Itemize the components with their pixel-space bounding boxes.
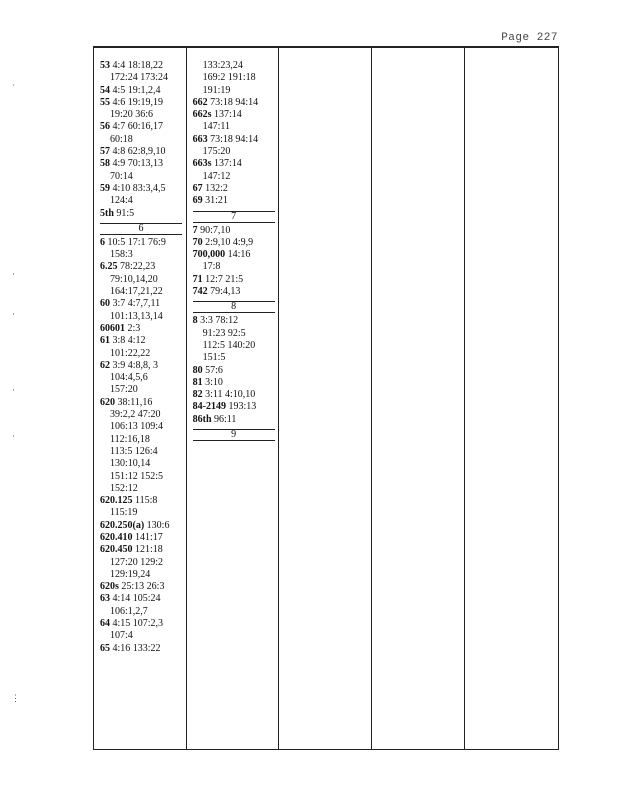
index-term: 620.125	[100, 495, 133, 507]
page-line-refs-continued: 175:20	[202, 146, 231, 158]
margin-mark: ·	[12, 269, 15, 279]
page-line-refs: 3:7 4:7,7,11	[112, 298, 161, 310]
page-line-refs: 137:14	[214, 109, 242, 121]
page-line-refs-continued: 112:5 140:20	[202, 339, 256, 351]
index-entry	[193, 97, 279, 109]
index-term: 620	[100, 396, 115, 408]
index-entry	[193, 109, 279, 121]
index-term: 54	[100, 84, 110, 96]
index-term: 65	[100, 642, 110, 654]
page-line-refs: 4:14 105:24	[112, 593, 161, 605]
page-line-refs: 12:7 21:5	[205, 273, 244, 285]
index-column-4	[372, 48, 466, 749]
page-line-refs: 2:9,10 4:9,9	[205, 236, 254, 248]
page-line-refs: 132:2	[205, 182, 228, 194]
index-entry	[100, 335, 186, 347]
index-term: 60	[100, 298, 110, 310]
page-line-refs-continued: 115:19	[110, 507, 138, 519]
page-line-refs-continued: 124:4	[110, 195, 133, 207]
index-term: 58	[100, 158, 110, 170]
page-line-refs-continued: 164:17,21,22	[110, 286, 163, 298]
page-line-refs: 79:4,13	[210, 286, 241, 298]
page-line-refs: 73:18 94:14	[210, 133, 259, 145]
page-line-refs-continued: 60:18	[110, 133, 133, 145]
index-column-3	[279, 48, 372, 749]
page-line-refs-continued: 129:19,24	[110, 568, 151, 580]
index-entry	[193, 315, 279, 327]
margin-mark: ·	[12, 385, 15, 395]
margin-mark: `	[12, 83, 15, 93]
index-term: 663	[192, 133, 208, 145]
index-column-5	[465, 48, 558, 749]
index-entry	[193, 249, 279, 261]
page-line-refs: 2:3	[127, 322, 141, 334]
page-line-refs-continued: 79:10,14,20	[110, 273, 158, 285]
page-line-refs-continued: 157:20	[110, 384, 138, 396]
index-term: 6.25	[100, 261, 118, 273]
index-term: 71	[192, 273, 203, 285]
index-term: 55	[100, 96, 110, 108]
section-letter-header: 7	[193, 211, 275, 223]
index-term: 61	[100, 335, 110, 347]
index-entry	[193, 389, 279, 401]
page-line-refs-continued: 101:13,13,14	[110, 310, 163, 322]
index-entry	[100, 85, 186, 97]
index-entry	[193, 158, 279, 170]
index-term: 6	[100, 236, 105, 248]
index-entry	[100, 261, 186, 273]
page-line-refs: 4:7 60:16,17	[112, 121, 164, 133]
index-column-2	[187, 48, 280, 749]
index-term: 662s	[192, 109, 212, 121]
index-entry	[193, 414, 279, 426]
index-term: 662	[192, 96, 208, 108]
index-term: 86th	[192, 413, 212, 425]
page-line-refs-continued: 107:4	[110, 630, 133, 642]
index-entry	[100, 643, 186, 655]
index-entry	[100, 360, 186, 372]
page-line-refs: 3:9 4:8,8, 3	[112, 359, 159, 371]
index-term: 67	[192, 182, 203, 194]
index-entry	[100, 581, 186, 593]
index-term: 60601	[100, 322, 125, 334]
page-line-refs: 3:11 4:10,10	[205, 389, 256, 401]
index-term: 81	[192, 376, 203, 388]
page-line-refs-continued: 147:11	[202, 121, 231, 133]
index-entry	[100, 298, 186, 310]
page-line-refs-continued: 39:2,2 47:20	[110, 409, 161, 421]
page-line-refs: 91:5	[116, 207, 135, 219]
page-line-refs-continued: 169:2 191:18	[202, 72, 256, 84]
index-term: 84-2149	[192, 401, 226, 413]
page-line-refs-continued: 17:8	[202, 261, 221, 273]
page-line-refs: 96:11	[214, 413, 237, 425]
page-line-refs-continued: 70:14	[110, 170, 133, 182]
index-entry	[100, 397, 186, 409]
margin-mark: ·	[12, 309, 15, 319]
page-line-refs-continued: 147:12	[202, 170, 231, 182]
index-term: 82	[192, 389, 203, 401]
index-entry	[100, 593, 186, 605]
page-line-refs: 4:15 107:2,3	[112, 618, 164, 630]
index-term: 5th	[100, 207, 114, 219]
index-term: 8	[192, 315, 198, 327]
index-entry	[100, 532, 186, 544]
index-entry	[100, 323, 186, 335]
page-line-refs-continued: 191:19	[202, 84, 231, 96]
index-term: 742	[192, 286, 208, 298]
page-line-refs: 78:22,23	[120, 261, 156, 273]
index-entry	[193, 134, 279, 146]
word-index-table	[93, 46, 559, 750]
page-line-refs-continued: 172:24 173:24	[110, 72, 169, 84]
section-letter-header: 8	[193, 301, 275, 313]
index-entry	[100, 97, 186, 109]
index-term: 663s	[192, 158, 212, 170]
page-line-refs-continued: 91:23 92:5	[202, 327, 246, 339]
page-line-refs: 115:8	[135, 495, 158, 507]
page-line-refs: 141:17	[135, 531, 163, 543]
index-term: 620s	[100, 581, 119, 593]
page-line-refs: 137:14	[214, 158, 242, 170]
index-entry	[193, 183, 279, 195]
page-line-refs-continued: 101:22,22	[110, 347, 151, 359]
page-line-refs-continued: 158:3	[110, 249, 133, 261]
index-term: 70	[192, 236, 203, 248]
page-line-refs: 38:11,16	[117, 396, 153, 408]
index-entry	[193, 377, 279, 389]
index-term: 620.450	[100, 544, 133, 556]
index-entry	[100, 208, 186, 220]
index-entry	[100, 183, 186, 195]
index-term: 62	[100, 359, 110, 371]
index-entry	[193, 195, 279, 207]
index-column-1	[94, 48, 187, 749]
page-line-refs: 4:8 62:8,9,10	[112, 146, 166, 158]
index-entry	[100, 158, 186, 170]
index-entry	[193, 401, 279, 413]
index-entry	[100, 618, 186, 630]
page-line-refs-continued: 133:23,24	[202, 60, 243, 71]
page-line-refs: 4:4 18:18,22	[112, 60, 164, 71]
page-line-refs-continued: 151:12 152:5	[110, 470, 164, 482]
page-line-refs: 130:6	[146, 519, 170, 531]
index-term: 700,000	[192, 249, 226, 261]
index-term: 69	[192, 195, 203, 207]
index-entry	[100, 146, 186, 158]
margin-mark: ·	[12, 431, 15, 441]
page-line-refs-continued: 130:10,14	[110, 458, 151, 470]
index-term: 80	[192, 364, 203, 376]
page-line-refs: 57:6	[205, 364, 223, 376]
page-line-refs: 90:7,10	[200, 224, 231, 236]
section-letter-header: 6	[100, 223, 182, 235]
section-letter-header: 9	[193, 429, 275, 441]
margin-mark: ⋮	[11, 693, 20, 703]
index-term: 7	[192, 224, 198, 236]
index-entry	[193, 274, 279, 286]
index-entry	[193, 237, 279, 249]
page-line-refs-continued: 113:5 126:4	[110, 445, 158, 457]
page-line-refs: 4:16 133:22	[112, 642, 161, 654]
page-line-refs: 31:21	[205, 195, 228, 207]
index-term: 57	[100, 146, 110, 158]
index-entry	[193, 286, 279, 298]
page-line-refs: 10:5 17:1 76:9	[107, 236, 166, 248]
page-line-refs: 73:18 94:14	[210, 96, 259, 108]
index-entry	[100, 121, 186, 133]
page-line-refs: 121:18	[135, 544, 163, 556]
index-entry	[100, 237, 186, 249]
index-entry	[193, 365, 279, 377]
page-line-refs: 4:5 19:1,2,4	[112, 84, 161, 96]
page-line-refs: 3:8 4:12	[112, 335, 146, 347]
index-term: 64	[100, 618, 110, 630]
index-term: 56	[100, 121, 110, 133]
index-term: 620.250(a)	[100, 519, 145, 531]
page-number: Page 227	[501, 32, 558, 44]
index-term: 63	[100, 593, 110, 605]
page-line-refs-continued: 112:16,18	[110, 433, 150, 445]
page-line-refs-continued: 152:12	[110, 482, 138, 494]
index-term: 59	[100, 182, 110, 194]
page-line-refs: 25:13 26:3	[121, 581, 165, 593]
page-line-refs-continued: 106:1,2,7	[110, 605, 148, 617]
page-line-refs: 193:13	[228, 401, 257, 413]
index-entry	[193, 225, 279, 237]
page-line-refs-continued: 127:20 129:2	[110, 556, 164, 568]
page-line-refs: 14:16	[227, 249, 251, 261]
page-line-refs-continued: 19:20 36:6	[110, 109, 154, 121]
index-entry	[100, 544, 186, 556]
index-entry	[100, 495, 186, 507]
page-line-refs: 3:10	[205, 376, 223, 388]
page-line-refs-continued: 106:13 109:4	[110, 421, 164, 433]
index-entry	[100, 60, 186, 72]
page-line-refs: 4:9 70:13,13	[112, 158, 164, 170]
page-line-refs: 4:10 83:3,4,5	[112, 182, 166, 194]
page-line-refs: 4:6 19:19,19	[112, 96, 164, 108]
page-line-refs-continued: 104:4,5,6	[110, 372, 148, 384]
index-entry	[100, 520, 186, 532]
index-term: 53	[100, 60, 110, 71]
page-line-refs-continued: 151:5	[202, 352, 226, 364]
index-term: 620.410	[100, 531, 133, 543]
page-line-refs: 3:3 78:12	[200, 315, 239, 327]
